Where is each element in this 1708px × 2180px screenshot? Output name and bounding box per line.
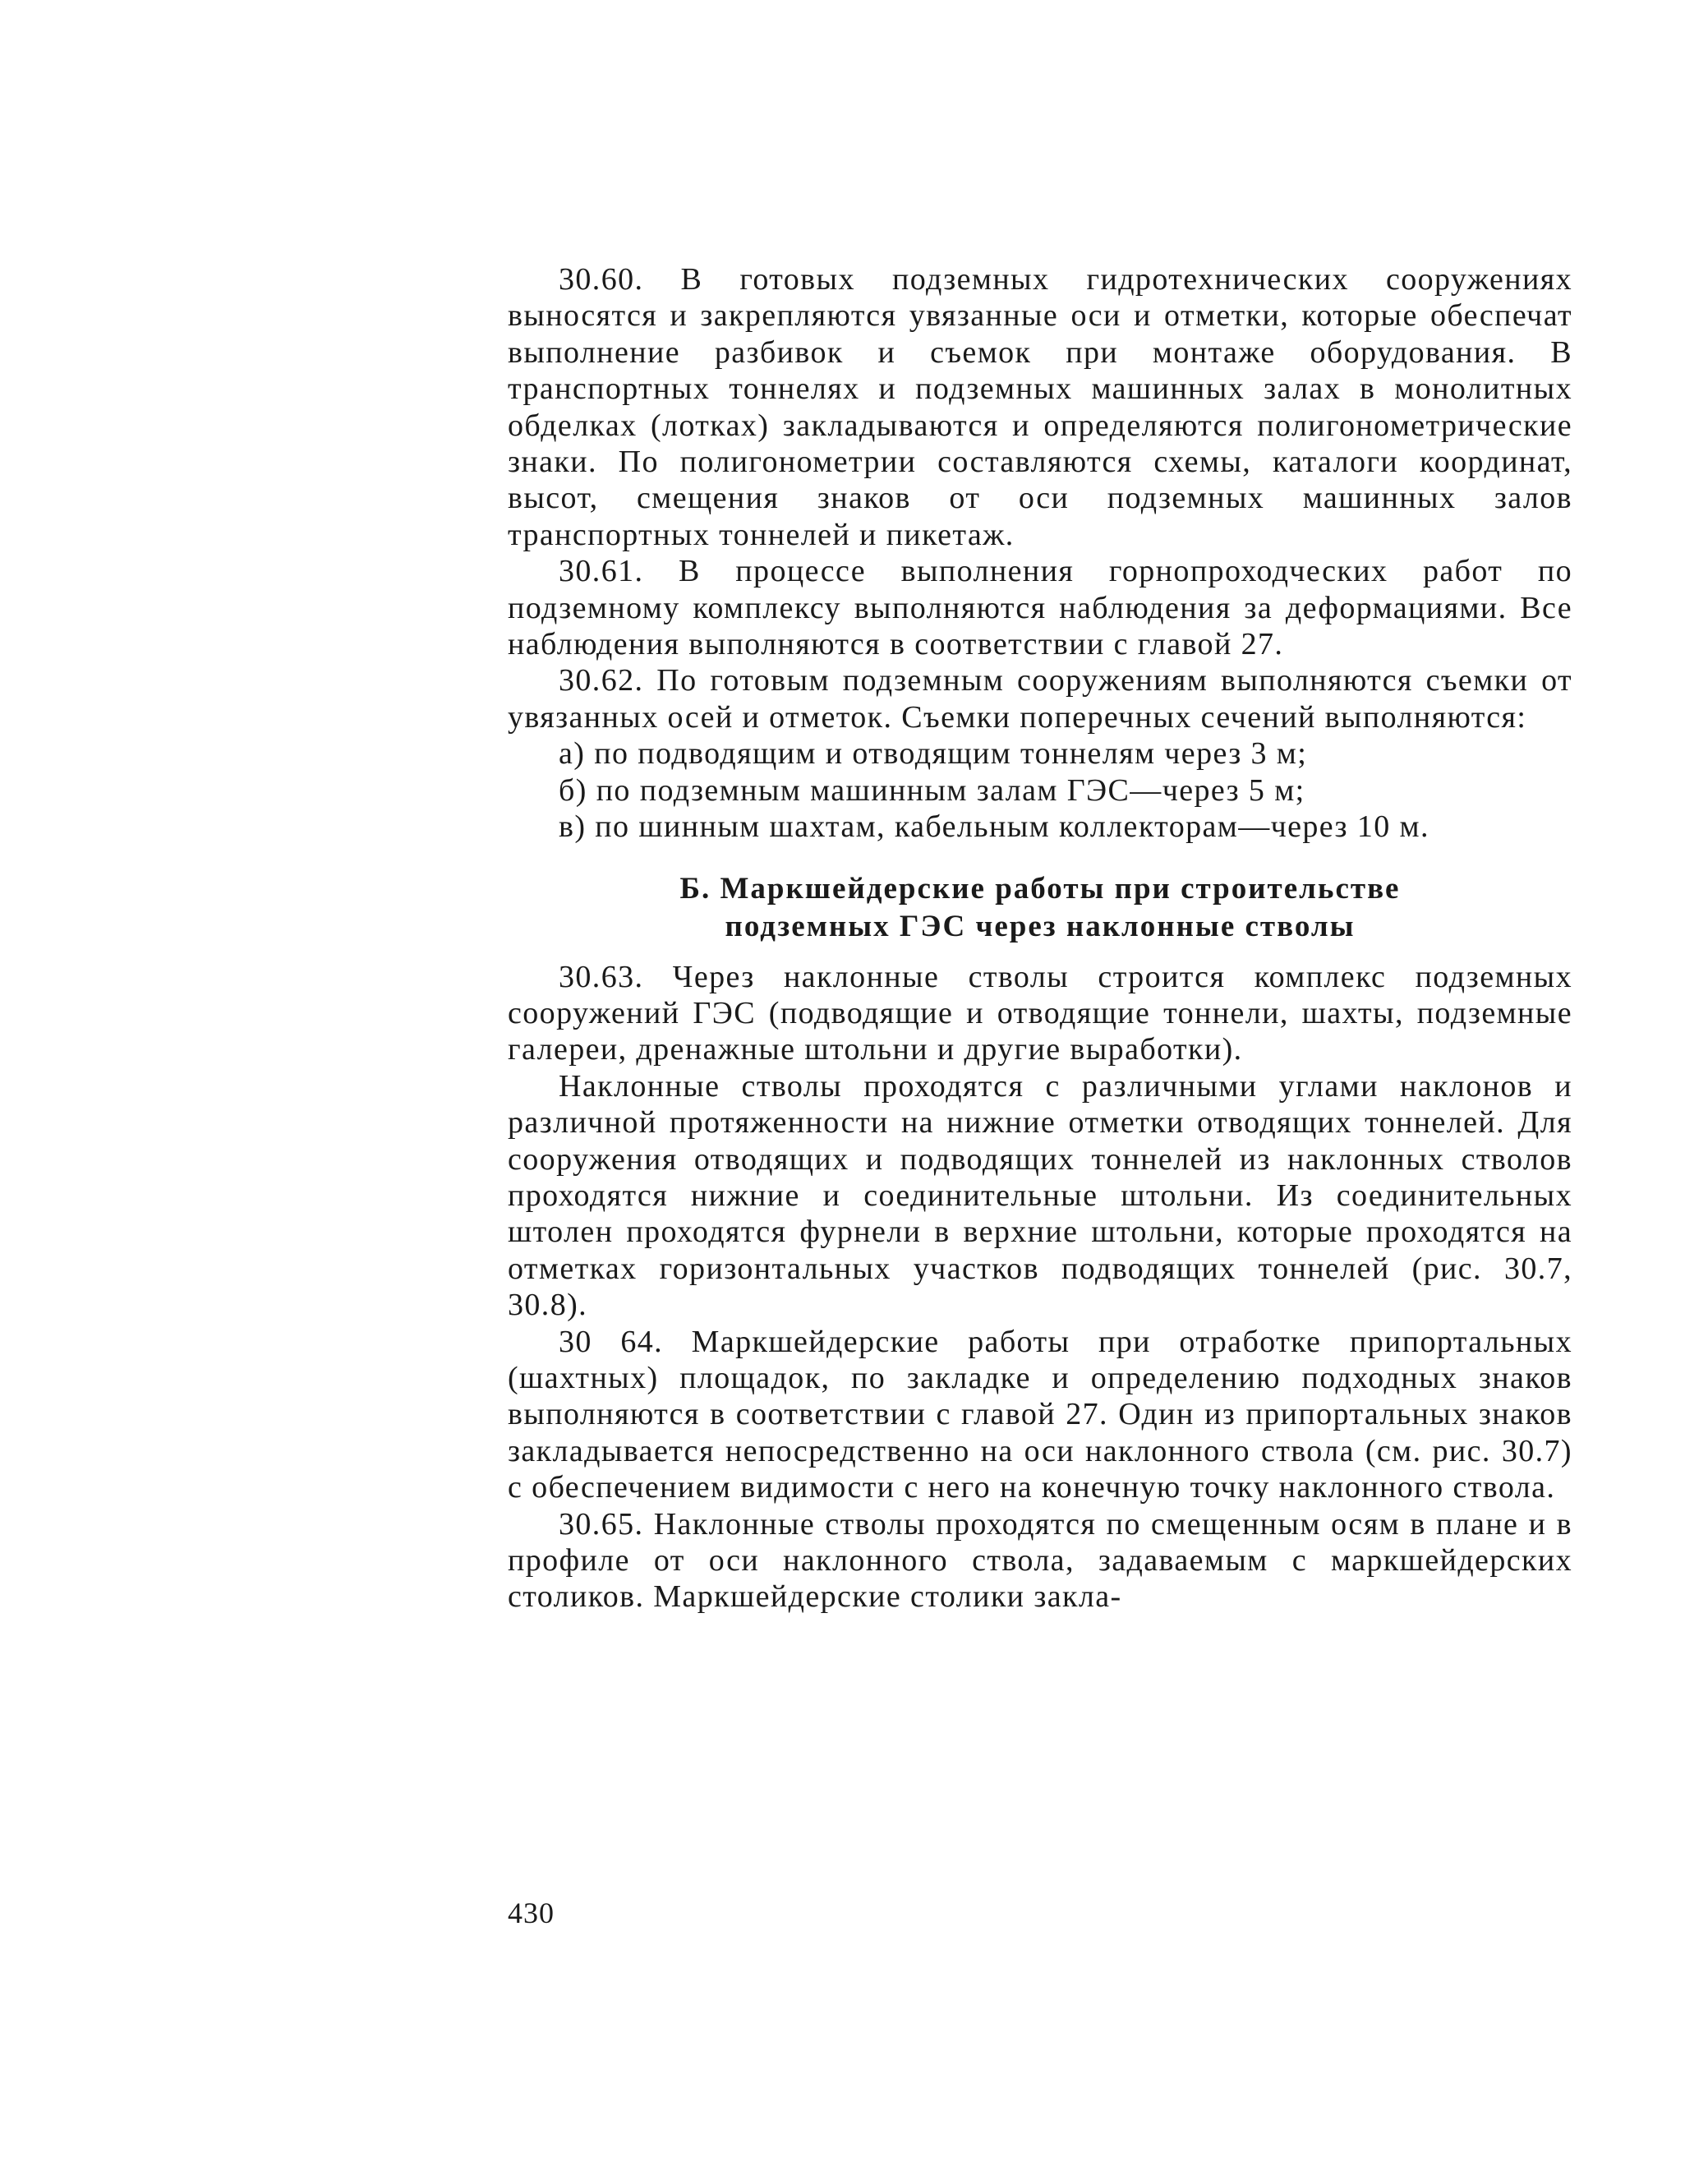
list-item-b: б) по подземным машинным залам ГЭС—через 5 м; — [559, 772, 1305, 808]
list-item-c: в) по шинным шахтам, кабельным коллекторам—через 10 м. — [559, 809, 1429, 845]
paragraph-30-60: 30.60. В готовых подземных гидротехнических сооружениях выносятся и закрепляются увязанные оси и отметки, которые обеспечат выполнение разбивок и съемок при монтаже оборудования. В транспортных тоннелях и подземных машинных залах в монолитных обделках (лотках) закладываются и определяются полигонометрические знаки. По полигонометрии составляются схемы, каталоги координат, высот, смещения знаков от оси подземных машинных залов транспортных тоннелей и пикетаж. — [508, 262, 1572, 552]
paragraph-inclined-shafts: Наклонные стволы проходятся с различными углами наклонов и различной протяженности на нижние отметки отводящих тоннелей. Для сооружения отводящих и подводящих тоннелей из наклонных стволов проходятся нижние и соединительные штольни. Из соединительных штолен проходятся фурнели в верхние штольни, которые проходятся на отметках горизонтальных участков подводящих тоннелей (рис. 30.7, 30.8). — [508, 1068, 1572, 1323]
paragraph-30-62: 30.62. По готовым подземным сооружениям выполняются съемки от увязанных осей и отметок. Съемки поперечных сечений выполняются: — [508, 663, 1572, 735]
page-number: 430 — [508, 1897, 555, 1929]
page-body — [508, 261, 1572, 1615]
paragraph-30-64: 30 64. Маркшейдерские работы при отработке припортальных (шахтных) площадок, по закладке и определению подходных знаков выполняются в соответствии с главой 27. Один из припортальных знаков закладывается непосредственно на оси наклонного ствола (см. рис. 30.7) с обеспечением видимости с него на конечную точку наклонного ствола. — [508, 1324, 1572, 1505]
section-heading-line-1: Б. Маркшейдерские работы при строительстве — [679, 871, 1401, 906]
section-heading — [508, 870, 1572, 946]
paragraph-30-65: 30.65. Наклонные стволы проходятся по смещенным осям в плане и в профиле от оси наклонного ствола, задаваемым с маркшейдерских столиков. Маркшейдерские столики закла- — [508, 1506, 1572, 1615]
paragraph-30-61: 30.61. В процессе выполнения горнопроходческих работ по подземному комплексу выполняются наблюдения за деформациями. Все наблюдения выполняются в соответствии с главой 27. — [508, 554, 1572, 662]
list-item-a: а) по подводящим и отводящим тоннелям через 3 м; — [559, 736, 1308, 772]
paragraph-30-63: 30.63. Через наклонные стволы строится комплекс подземных сооружений ГЭС (подводящие и отводящие тоннели, шахты, подземные галереи, дренажные штольни и другие выработки). — [508, 959, 1572, 1067]
section-heading-line-2: подземных ГЭС через наклонные стволы — [725, 909, 1356, 943]
